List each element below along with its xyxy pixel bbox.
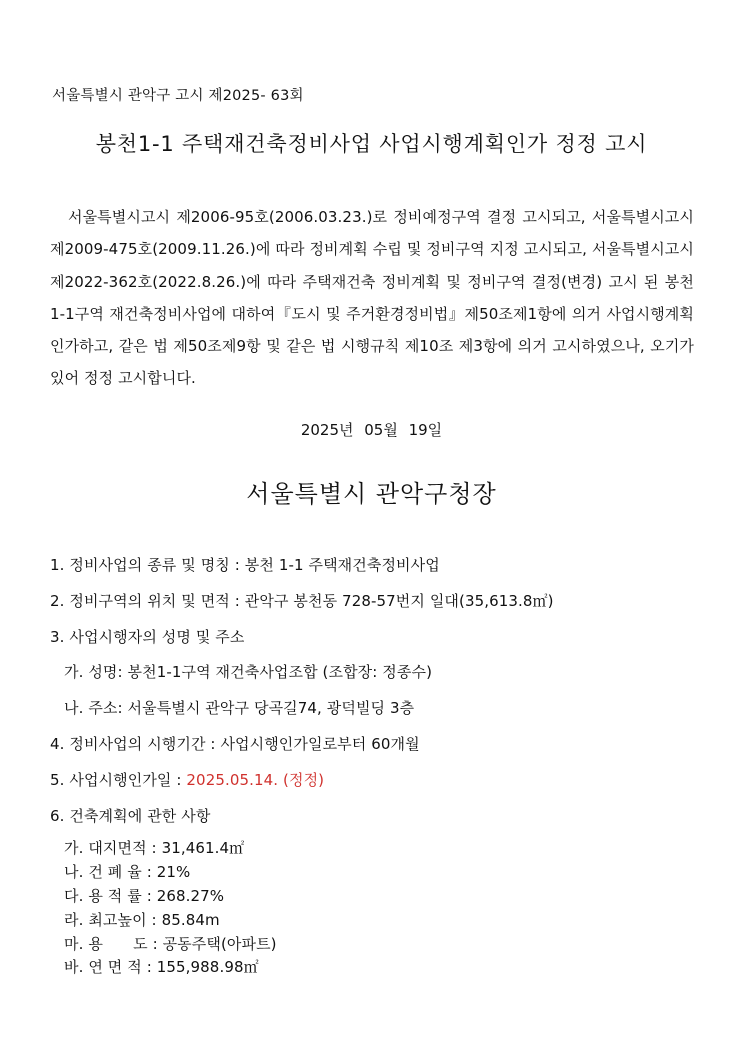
building-plan-list xyxy=(50,837,710,980)
building-plan-site-area: 가. 대지면적 : 31,461.4㎡ xyxy=(64,839,245,858)
building-plan-use: 마. 용 도 : 공동주택(아파트) xyxy=(64,934,277,953)
item-approval-date xyxy=(50,768,710,804)
item-project-type: 1. 정비사업의 종류 및 명칭 : 봉천 1-1 주택재건축정비사업 xyxy=(50,556,440,574)
approval-date-label: 5. 사업시행인가일 : xyxy=(50,770,187,789)
notice-number: 서울특별시 관악구 고시 제2025- 63회 xyxy=(52,88,304,104)
issuing-authority: 서울특별시 관악구청장 xyxy=(246,480,497,508)
item-building-plan: 6. 건축계획에 관한 사항 xyxy=(50,806,211,825)
item-location-area: 2. 정비구역의 위치 및 면적 : 관악구 봉천동 728-57번지 일대(35,613.8㎡) xyxy=(50,591,554,610)
building-plan-coverage: 나. 건 폐 율 : 21% xyxy=(64,863,191,882)
item-period: 4. 정비사업의 시행기간 : 사업시행인가일로부터 60개월 xyxy=(50,734,420,753)
item-operator: 3. 사업시행자의 성명 및 주소 xyxy=(50,627,245,646)
approval-date-value: 2025.05.14. (정정) xyxy=(186,770,325,789)
notice-items xyxy=(50,553,710,980)
building-plan-floor-ratio: 다. 용 적 률 : 268.27% xyxy=(64,886,225,905)
item-operator-address: 나. 주소: 서울특별시 관악구 당곡길74, 광덕빌딩 3층 xyxy=(64,699,415,718)
item-operator-name: 가. 성명: 봉천1-1구역 재건축사업조합 (조합장: 정종수) xyxy=(64,663,433,682)
notice-date: 2025년 05월 19일 xyxy=(300,421,443,439)
notice-body-paragraph: 서울특별시고시 제2006-95호(2006.03.23.)로 정비예정구역 결정 고시되고, 서울특별시고시 제2009-475호(2009.11.26.)에 따라 정비계획 수립 및 정비구역 지정 고시되고, 서울특별시고시 제2022-362호(2022.8.26.)에 따라 주택재건축 정비계획 및 정비구역 결정(변경) 고시 된 봉천1-1구역 재건축정비사업에 대하여『도시 및 주거환경정비법』제50조제1항에 의거 사업시행계획인가하고, 같은 법 제50조제9항 및 같은 법 시행규칙 제10조 제3항에 의거 고시하였으나, 오기가 있어 정정 고시합니다. xyxy=(50,208,694,388)
building-plan-max-height: 라. 최고높이 : 85.84m xyxy=(64,910,220,929)
page-title: 봉천1-1 주택재건축정비사업 사업시행계획인가 정정 고시 xyxy=(95,132,648,156)
building-plan-total-area: 바. 연 면 적 : 155,988.98㎡ xyxy=(64,958,259,977)
